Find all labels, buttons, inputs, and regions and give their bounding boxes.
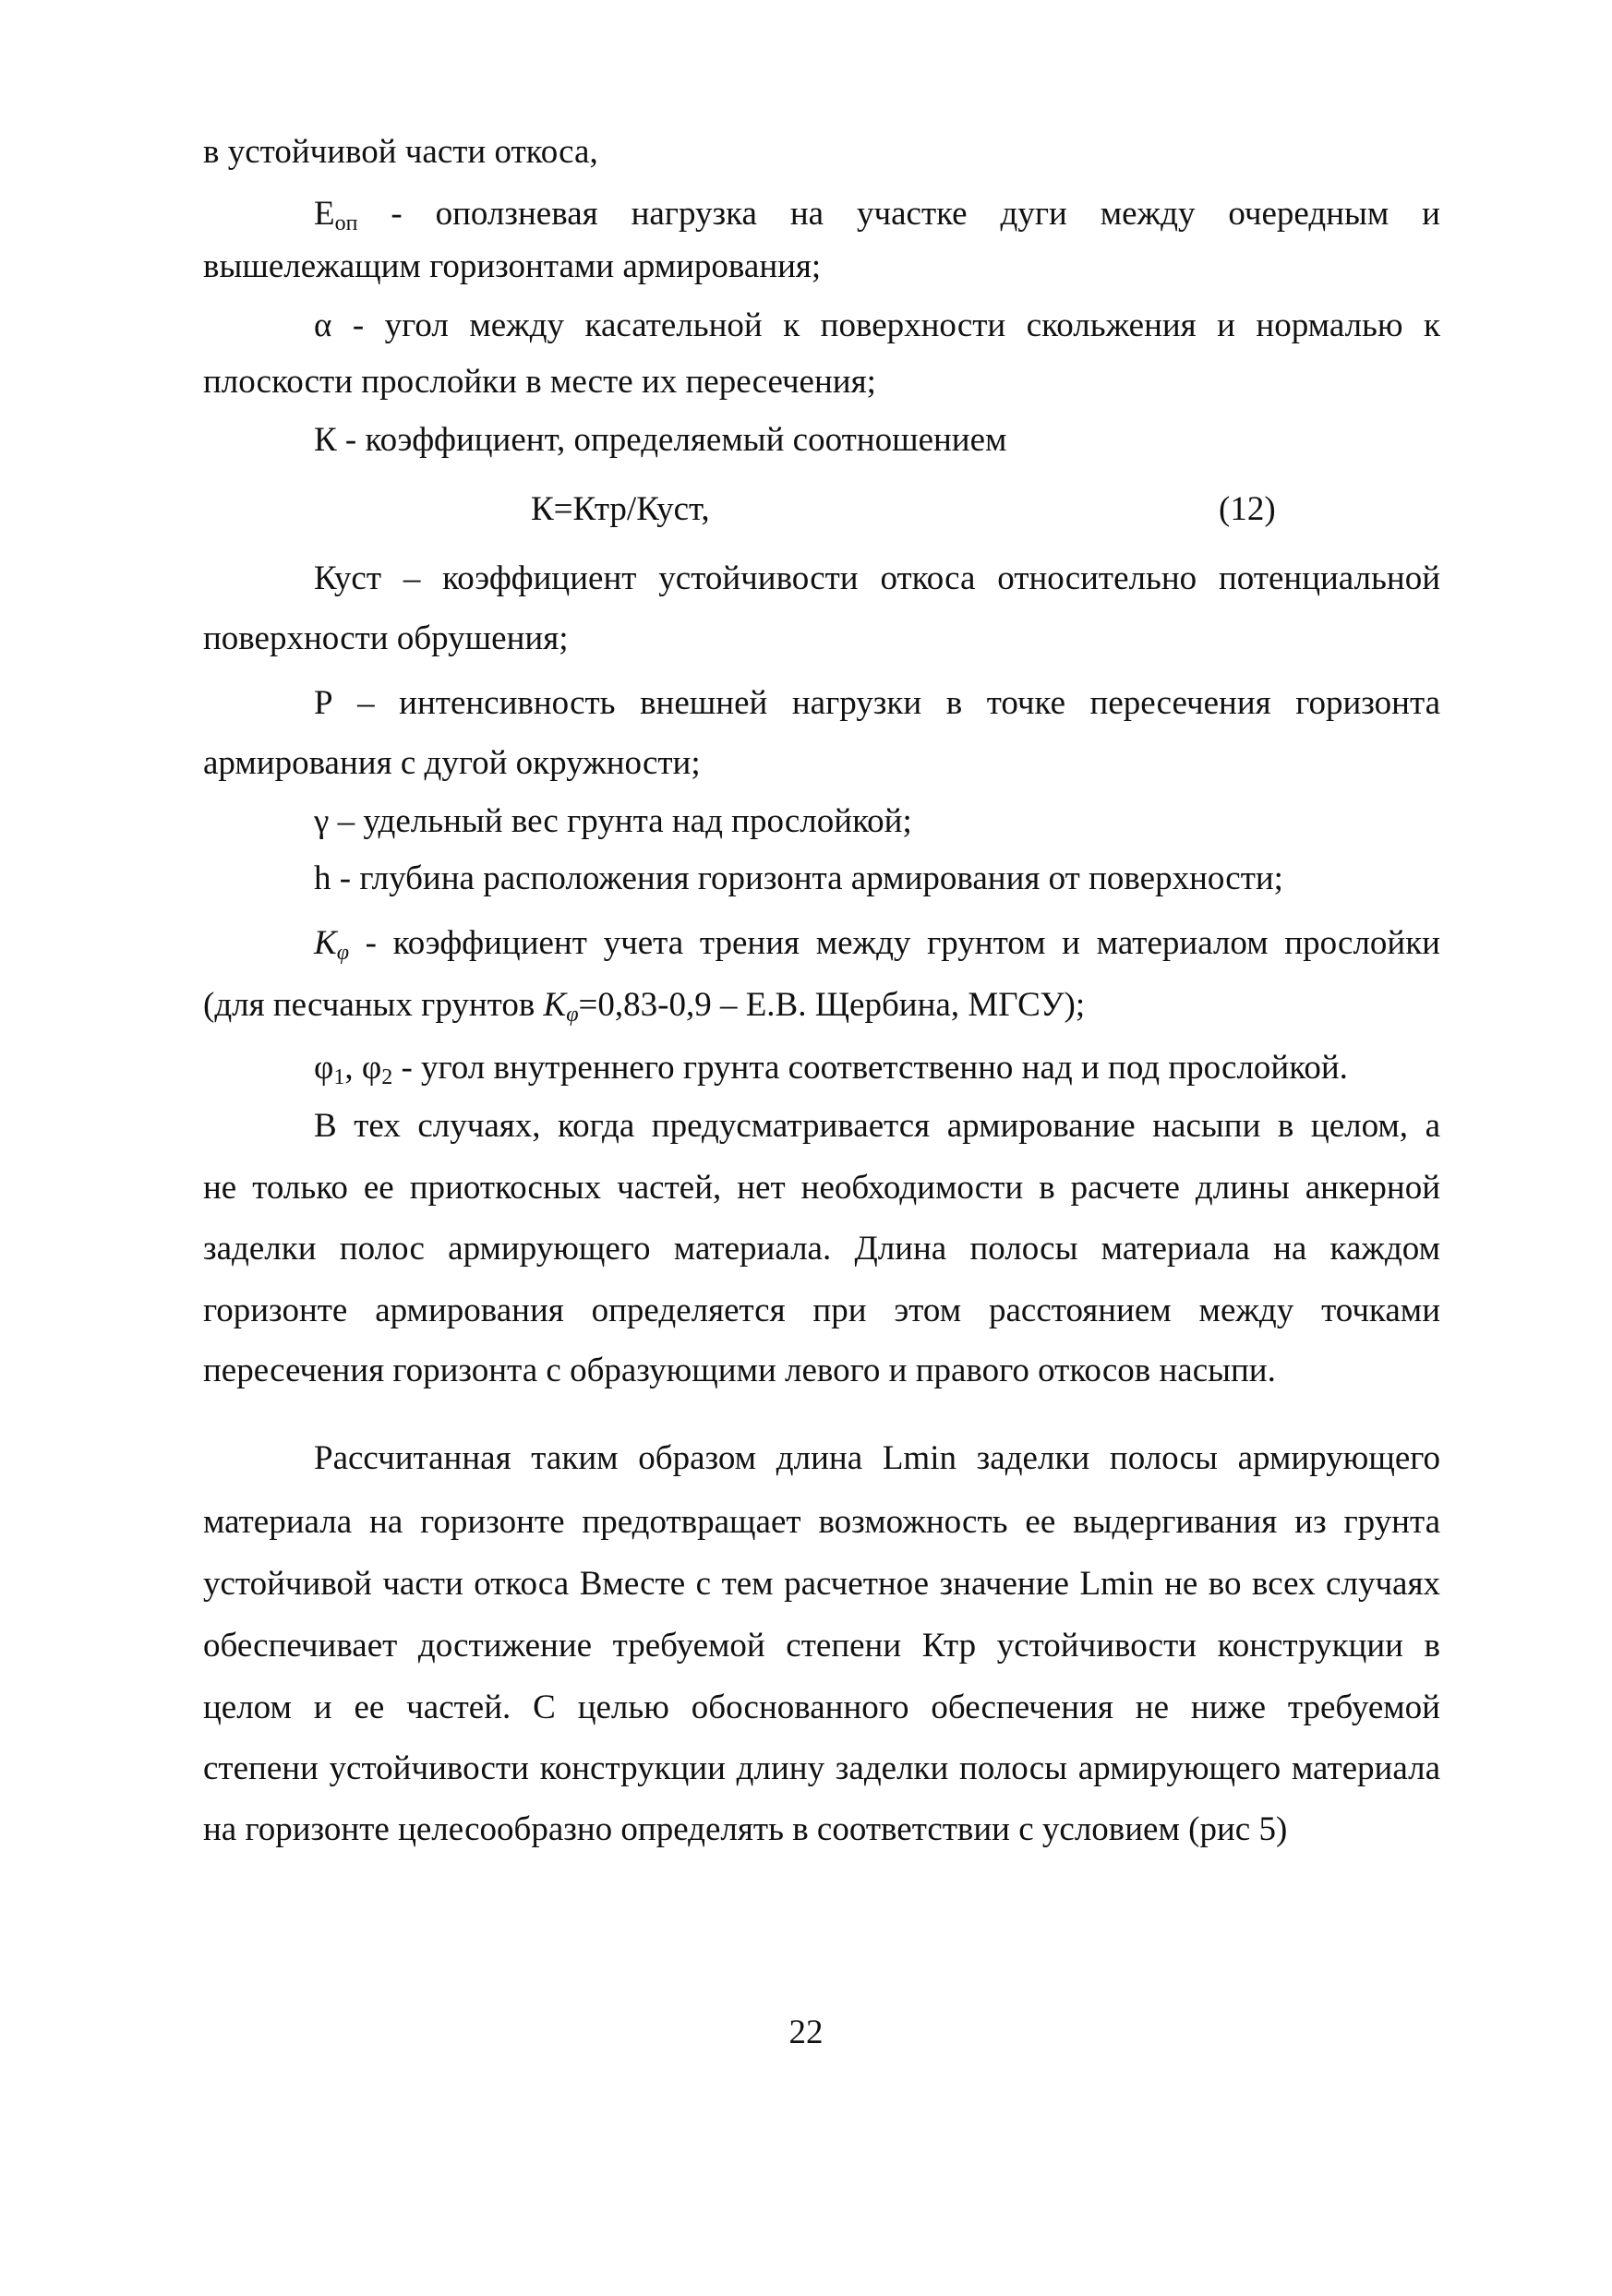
text-line: (для песчаных грунтов $K_\varphi=0,83-0,9 - Е.В$. Щербина, МГСУ);	[203, 986, 1086, 1027]
formula: К=Ктр/Куст,	[531, 490, 710, 528]
text-line: армирования с дугой окружности;	[203, 744, 701, 782]
symbol-k: K	[543, 986, 567, 1024]
paragraph-line: В тех случаях, когда предусматривается армирование насыпи в целом, а	[314, 1107, 1440, 1145]
equation-number: (12)	[1219, 490, 1276, 528]
definition-text: - оползневая нагрузка на участке дуги между очередным и	[357, 195, 1440, 233]
symbol-subscript: φ	[336, 941, 349, 965]
paragraph-line: на горизонте целесообразно определять в соответствии с условием (рис 5)	[203, 1810, 1288, 1848]
symbol-subscript: φ	[566, 1003, 579, 1027]
definition-text: - коэффициент учета трения между грунтом и материалом прослойки	[348, 924, 1440, 962]
text-line: в устойчивой части откоса,	[203, 133, 598, 171]
paragraph-line: целом и ее частей. С целью обоснованного обеспечения не ниже требуемой	[203, 1689, 1440, 1726]
definition-line-eon	[314, 194, 1440, 234]
definition-line-phi: $\varphi_1$, $\varphi_2$ - угол внутреннего грунта соответственно над и под прослойкой.	[314, 1049, 1348, 1089]
text-line: вышележащим горизонтами армирования;	[203, 247, 822, 285]
definition-line-h: h - глубина расположения горизонта армирования от поверхности;	[314, 859, 1283, 897]
symbol-e: E	[314, 195, 335, 233]
paragraph-line: Рассчитанная таким образом длина Lmin заделки полосы армирующего	[314, 1439, 1440, 1477]
paragraph-line: обеспечивает достижение требуемой степени Ктр устойчивости конструкции в	[203, 1627, 1440, 1665]
paragraph-line: не только ее приоткосных частей, нет необходимости в расчете длины анкерной	[203, 1169, 1440, 1207]
paragraph-line: степени устойчивости конструкции длину заделки полосы армирующего материала	[203, 1749, 1440, 1787]
definition-line-kphi	[314, 923, 1440, 964]
symbol-k: K	[314, 924, 337, 962]
paragraph-line: пересечения горизонта с образующими левого и правого откосов насыпи.	[203, 1352, 1276, 1389]
symbol-subscript: оп	[334, 211, 358, 235]
paragraph-line: заделки полос армирующего материала. Длина полосы материала на каждом	[203, 1230, 1440, 1268]
definition-line-alpha: α - угол между касательной к поверхности скольжения и нормалью к	[314, 307, 1440, 344]
text-line: поверхности обрушения;	[203, 619, 569, 657]
paragraph-line: устойчивой части откоса Вместе с тем расчетное значение Lmin не во всех случаях	[203, 1565, 1440, 1603]
definition-line-kust: Куст – коэффициент устойчивости откоса относительно потенциальной	[314, 559, 1440, 597]
definition-line-p: Р – интенсивность внешней нагрузки в точке пересечения горизонта	[314, 684, 1440, 722]
text-line: плоскости прослойки в месте их пересечения;	[203, 363, 876, 401]
paragraph-line: материала на горизонте предотвращает возможность ее выдергивания из грунта	[203, 1503, 1440, 1541]
page-number: 22	[788, 2014, 824, 2051]
definition-line-gamma: γ – удельный вес грунта над прослойкой;	[314, 802, 912, 840]
definition-line-k: К - коэффициент, определяемый соотношением	[314, 421, 1007, 459]
paragraph-line: горизонте армирования определяется при этом расстоянием между точками	[203, 1292, 1440, 1329]
